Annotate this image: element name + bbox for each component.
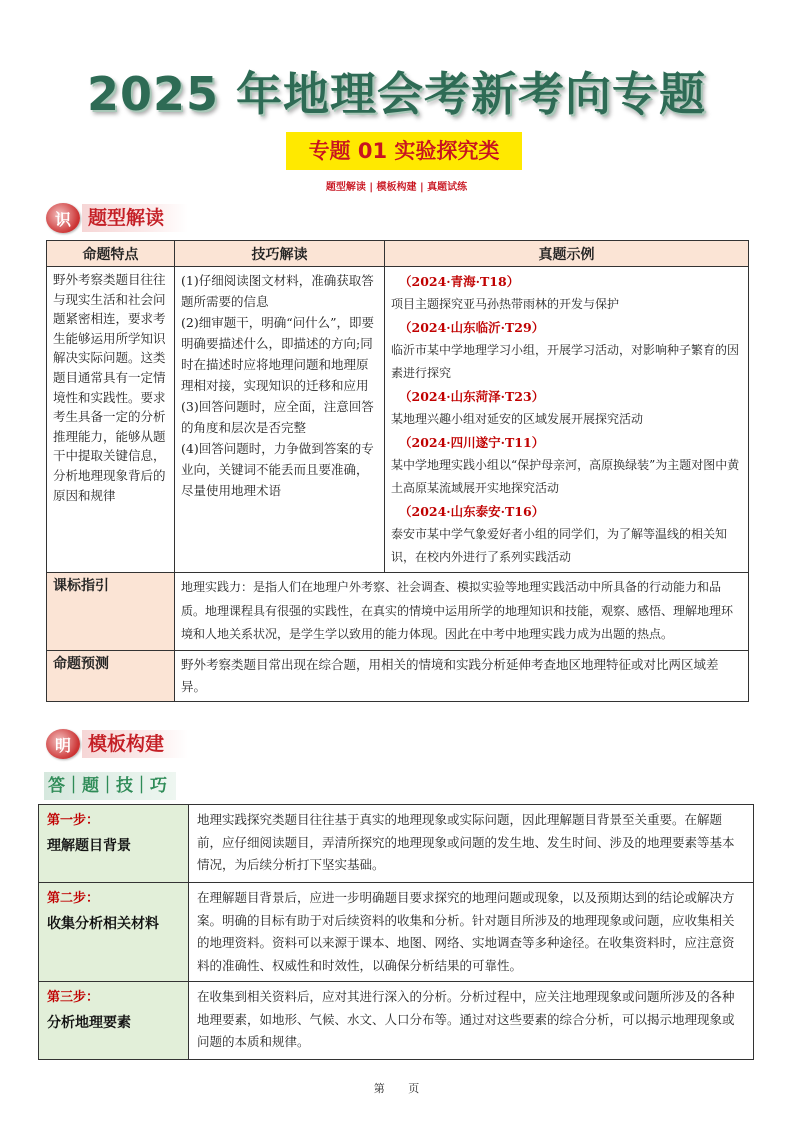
tip-2: (2)细审题干，明确“问什么”，即要明确要描述什么，即描述的方向;同时在描述时应将地理问题和地理原理相对接，实现知识的迁移和应用 — [181, 315, 374, 393]
answer-skills-heading: 答｜题｜技｜巧 — [44, 772, 176, 800]
step-name: 理解题目背景 — [47, 838, 131, 854]
step-cell-1 — [39, 805, 189, 883]
step-cell-2 — [39, 883, 189, 982]
tip-1: (1)仔细阅读图文材料，准确获取答题所需要的信息 — [181, 273, 374, 309]
main-title: 2025 年地理会考新考向专题 — [86, 67, 707, 121]
header-tips: 技巧解读 — [175, 241, 385, 267]
example-source-3: （2024·山东菏泽·T23） — [399, 389, 545, 404]
header-features: 命题特点 — [47, 241, 175, 267]
features-text: 野外考察类题目往往与现实生活和社会问题紧密相连，要求考生能够运用所学知识解决实际问题。这类题目通常具有一定情境性和实践性。要求考生具备一定的分析推理能力，能够从题干中提取关键信息，分析地理现象背后的原因和规律 — [53, 272, 166, 503]
step-name: 收集分析相关材料 — [47, 916, 159, 932]
topic-subtitle: 题型解读 | 模板构建 | 真题试练 — [325, 182, 468, 193]
section-header-interpretation — [46, 202, 188, 234]
example-text-1: 项目主题探究亚马孙热带雨林的开发与保护 — [391, 297, 620, 311]
predict-label: 命题预测 — [47, 650, 175, 701]
examples-cell — [385, 267, 749, 573]
footer-left: 第 — [373, 1082, 385, 1095]
example-text-2: 临沂市某中学地理学习小组，开展学习活动，对影响种子繁育的因素进行探究 — [391, 343, 740, 380]
step-desc-1: 地理实践探究类题目往往基于真实的地理现象或实际问题，因此理解题目背景至关重要。在解题前，应仔细阅读题目，弄清所探究的地理现象或问题的发生地、发生时间、涉及的地理要素等基本情况，为后续分析打下坚实基础。 — [189, 805, 754, 883]
tip-3: (3)回答问题时，应全面，注意回答的角度和层次是否完整 — [181, 399, 374, 435]
step-number: 第三步： — [47, 990, 100, 1005]
step-cell-3 — [39, 982, 189, 1060]
section-label: 题型解读 — [82, 204, 188, 232]
header-examples: 真题示例 — [385, 241, 749, 267]
example-source-2: （2024·山东临沂·T29） — [399, 320, 545, 335]
guide-text: 地理实践力：是指人们在地理户外考察、社会调查、模拟实验等地理实践活动中所具备的行动能力和品质。地理课程具有很强的实践性，在真实的情境中运用所学的地理知识和技能，观察、感悟、理解地理环境和人地关系状况，是学生学以致用的能力体现。因此在中考中地理实践力成为出题的热点。 — [175, 573, 749, 651]
tips-cell — [175, 267, 385, 573]
footer-right: 页 — [408, 1082, 420, 1095]
section-header-template — [46, 728, 188, 760]
page-footer — [0, 1080, 793, 1096]
section-label: 模板构建 — [82, 730, 188, 758]
step-desc-2: 在理解题目背景后，应进一步明确题目要求探究的地理问题或现象，以及预期达到的结论或解决方案。明确的目标有助于对后续资料的收集和分析。针对题目所涉及的地理现象或问题，应收集相关的地理资料。资料可以来源于课本、地图、网络、实地调查等多种途径。在收集资料时，应注意资料的准确性、权威性和时效性，以确保分析结果的可靠性。 — [189, 883, 754, 982]
section-badge-icon: 明 — [46, 729, 80, 759]
guide-label: 课标指引 — [47, 573, 175, 651]
example-source-1: （2024·青海·T18） — [399, 274, 520, 289]
step-number: 第二步： — [47, 891, 100, 906]
example-text-4: 某中学地理实践小组以“保护母亲河，高原换绿装”为主题对图中黄土高原某流域展开实地探究活动 — [391, 458, 740, 495]
interpretation-table — [46, 240, 749, 702]
topic-title: 专题 01 实验探究类 — [286, 132, 522, 170]
example-source-4: （2024·四川遂宁·T11） — [399, 435, 545, 450]
step-number: 第一步： — [47, 813, 100, 828]
step-desc-3: 在收集到相关资料后，应对其进行深入的分析。分析过程中，应关注地理现象或问题所涉及的各种地理要素，如地形、气候、水文、人口分布等。通过对这些要素的综合分析，可以揭示地理现象或问题的本质和规律。 — [189, 982, 754, 1060]
step-name: 分析地理要素 — [47, 1015, 131, 1031]
tip-4: (4)回答问题时，力争做到答案的专业向，关键词不能丢而且要准确，尽量使用地理术语 — [181, 441, 374, 498]
example-source-5: （2024·山东泰安·T16） — [399, 504, 545, 519]
predict-text: 野外考察类题目常出现在综合题，用相关的情境和实践分析延伸考查地区地理特征或对比两区域差异。 — [175, 650, 749, 701]
example-text-5: 泰安市某中学气象爱好者小组的同学们，为了解等温线的相关知识，在校内外进行了系列实践活动 — [391, 527, 728, 564]
section-badge-icon: 识 — [46, 203, 80, 233]
features-cell — [47, 267, 175, 573]
example-text-3: 某地理兴趣小组对延安的区域发展开展探究活动 — [391, 412, 644, 426]
steps-table — [38, 804, 754, 1060]
